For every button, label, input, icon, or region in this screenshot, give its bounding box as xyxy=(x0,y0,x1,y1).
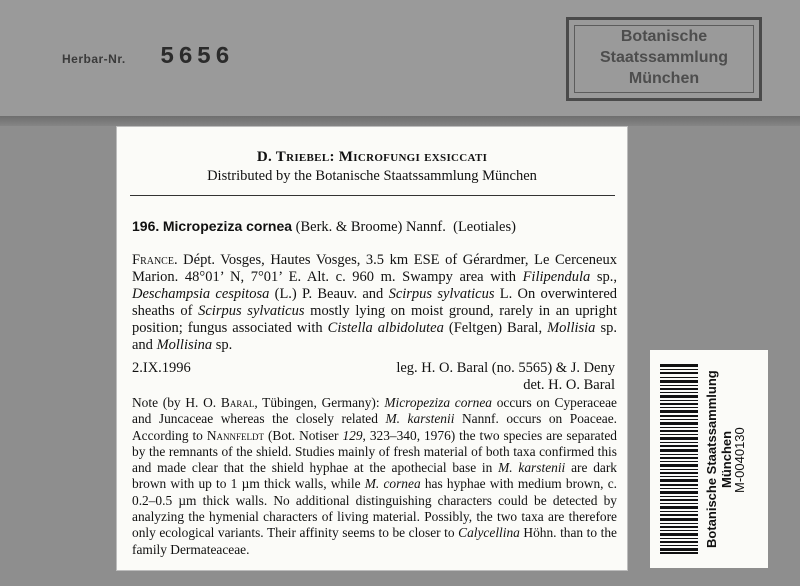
author-name: Nannfeldt xyxy=(206,427,265,443)
note-text: are dark brown with up to 1 µm thick walls, while xyxy=(132,460,617,492)
taxon-name: Calycellina xyxy=(458,525,520,541)
label-header-subtitle: Distributed by the Botanische Staatssammlung München xyxy=(207,168,537,184)
taxon-name: Cistella albidolutea xyxy=(327,320,444,336)
specimen-label xyxy=(117,127,627,570)
note-text: has hyphae with medium brown, c. 0.2–0.5 µm thick walls. No additional distinguishing characters could be detected by analyzing the hymenial characters of living material. Possibly, the two taxa are therefore only ecological variants. Their affinity seems to be closer to xyxy=(132,476,617,541)
taxon-name: M. cornea xyxy=(364,476,421,492)
label-header-title: D. Triebel: Microfungi exsiccati xyxy=(256,149,488,165)
exsiccata-number: 196. xyxy=(132,218,160,234)
note-text: Höhn. than to the family Dermateaceae. xyxy=(132,525,617,557)
envelope-flap-edge xyxy=(0,116,800,126)
herbarium-number-label: Herbar-Nr. xyxy=(62,52,126,66)
taxon-name: Filipendula xyxy=(522,269,591,285)
note-text: , 323–340, 1976) the two species are separated by the remnants of the shield. Studies mainly of fresh material of both taxa confirmed this and made clear that the shield hyphae at the apothecial base in xyxy=(132,427,617,476)
taxon-name: Deschampsia cespitosa xyxy=(132,286,270,302)
taxon-name: Mollisina xyxy=(156,337,213,353)
desc-text: sp. xyxy=(212,337,233,353)
stamp-line-3: München xyxy=(628,70,700,87)
note-text: occurs on Cyperaceae and Juncaceae whereas the closely related xyxy=(132,395,617,427)
species-order: (Leotiales) xyxy=(453,219,516,235)
barcode-label xyxy=(650,350,768,568)
collection-description xyxy=(132,252,617,354)
barcode-icon xyxy=(660,364,698,554)
country: France xyxy=(132,252,174,268)
collector: leg. H. O. Baral (no. 5565) & J. Deny xyxy=(396,360,615,376)
note-text: Nannf. occurs on Poaceae. According to xyxy=(132,411,617,443)
herbarium-number-value: 5656 xyxy=(160,44,234,71)
desc-text: . Dépt. Vosges, Hautes Vosges, 3.5 km ESE of Gérardmer, Le Cerceneux Marion. 48°01’ N, 7°01’ E. Alt. c. 960 m. Swampy area with xyxy=(132,252,617,285)
taxon-name: Mollisia xyxy=(547,320,596,336)
note-text: , Tübingen, Germany): xyxy=(254,395,385,410)
desc-text: sp., xyxy=(590,269,617,285)
taxon-name: Micropeziza cornea xyxy=(384,395,492,410)
desc-text: sp. and xyxy=(132,320,617,353)
stamp-line-1: Botanische xyxy=(620,28,708,45)
taxon-name: M. karstenii xyxy=(498,460,566,476)
institution-stamp xyxy=(566,17,762,101)
volume-number: 129 xyxy=(342,427,363,443)
taxon-name: Scirpus sylvaticus xyxy=(198,303,305,319)
collection-date: 2.IX.1996 xyxy=(132,360,191,376)
barcode-number: M-0040130 xyxy=(732,427,747,493)
stamp-line-2: Staatssammlung xyxy=(599,49,729,66)
header-divider xyxy=(130,195,615,196)
desc-text: L. On overwintered sheaths of xyxy=(132,286,617,319)
desc-text: (L.) P. Beauv. and xyxy=(269,286,389,302)
note-text: Note (by H. O. xyxy=(132,395,221,410)
species-line xyxy=(132,218,622,236)
desc-text: mostly lying on moist ground, rarely in an upright position; fungus associated with xyxy=(132,303,617,336)
barcode-institution: Botanische Staatssammlung München xyxy=(704,370,734,548)
taxon-name: M. karstenii xyxy=(385,411,455,427)
taxonomic-note xyxy=(132,395,617,558)
species-name: Micropeziza cornea xyxy=(162,218,293,234)
taxon-name: Scirpus sylvaticus xyxy=(388,286,495,302)
author-name: Baral xyxy=(220,395,255,410)
desc-text: (Feltgen) Baral, xyxy=(443,320,548,336)
determiner: det. H. O. Baral xyxy=(523,377,615,393)
species-authority: (Berk. & Broome) Nannf. xyxy=(295,219,446,235)
note-text: (Bot. Notiser xyxy=(264,427,343,443)
